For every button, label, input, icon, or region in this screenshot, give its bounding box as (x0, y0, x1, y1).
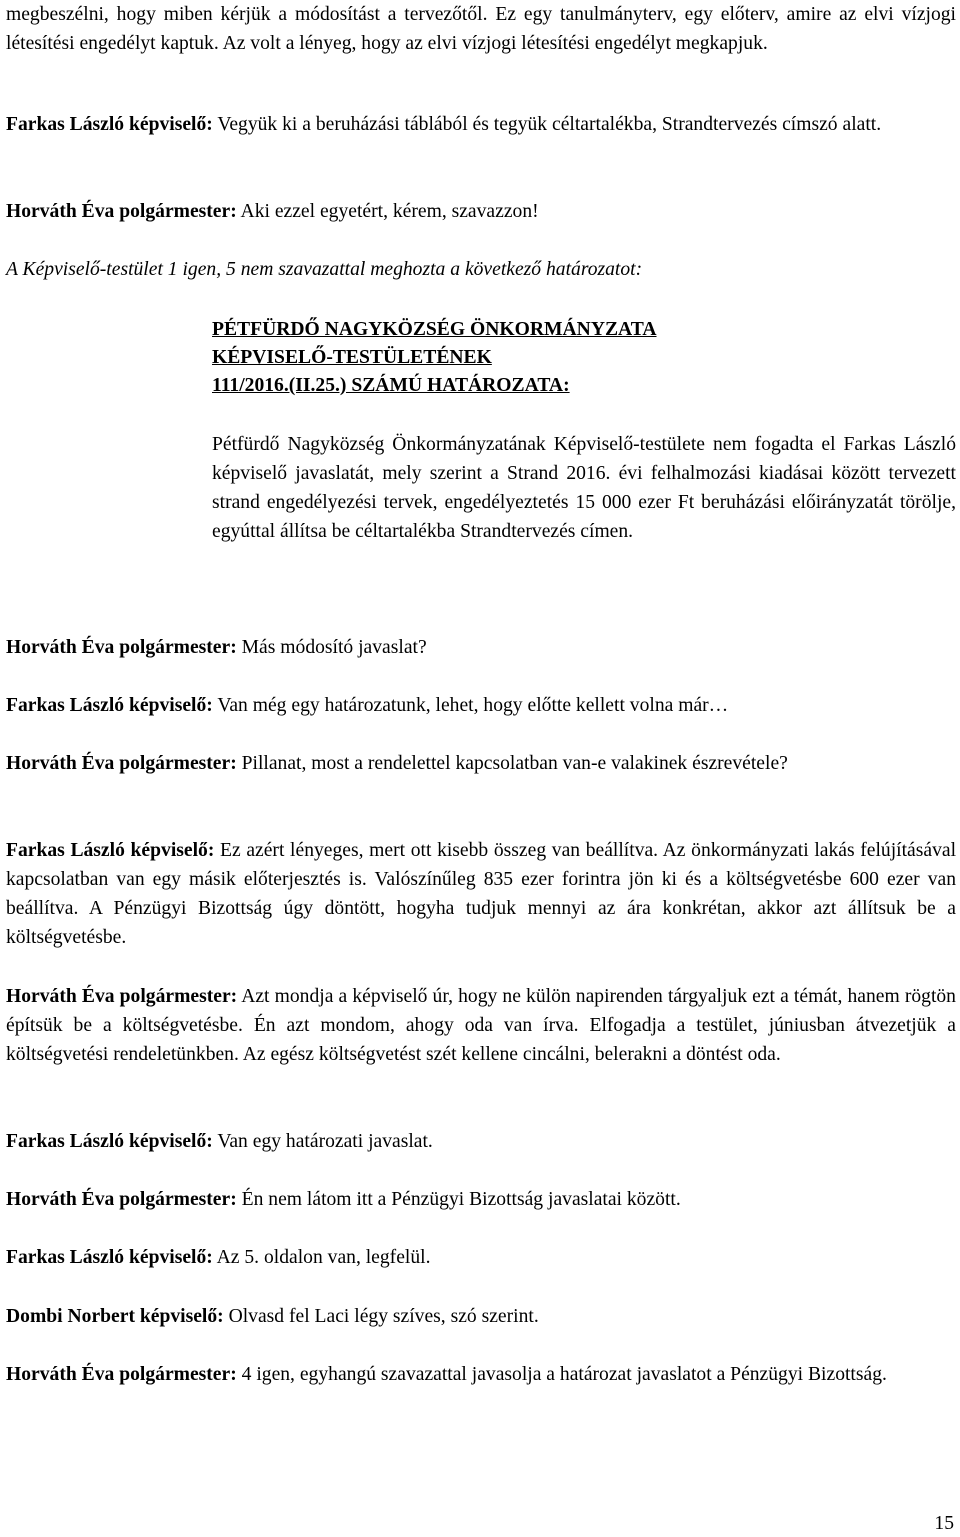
resolution-title-line2: KÉPVISELŐ-TESTÜLETÉNEK (212, 347, 492, 368)
speech-text: Azt mondja a képviselő úr, hogy ne külön napirenden tárgyaljuk ezt a témát, hanem rögtön építsük be a költségvetésbe. Én azt mondom, ahogy oda van írva. Elfogadja a testület, júniusban átvezetjük a költségvetési rendeletünkben. Az egész költségvetést szét kellene cincálni, belerakni a döntést oda. (6, 986, 956, 1065)
speech-text: Az 5. oldalon van, legfelül. (212, 1247, 431, 1268)
speech-text: Én nem látom itt a Pénzügyi Bizottság javaslatai között. (236, 1189, 681, 1210)
speech-horvath-5 (6, 1185, 956, 1214)
speech-farkas-3 (6, 836, 956, 952)
speech-horvath-3 (6, 749, 956, 778)
speech-horvath-6 (6, 1360, 956, 1389)
resolution-title-line1: PÉTFÜRDŐ NAGYKÖZSÉG ÖNKORMÁNYZATA (212, 319, 657, 340)
vote-result-text: A Képviselő-testület 1 igen, 5 nem szavazattal meghozta a következő határozatot: (6, 259, 643, 280)
speech-text: Pillanat, most a rendelettel kapcsolatban van-e valakinek észrevétele? (236, 753, 788, 774)
speaker-name: Farkas László képviselő: (6, 840, 215, 861)
speaker-name: Farkas László képviselő: (6, 1131, 213, 1152)
speaker-name: Dombi Norbert képviselő: (6, 1306, 224, 1327)
resolution-body (212, 430, 956, 546)
speaker-name: Farkas László képviselő: (6, 695, 213, 716)
speech-text: Vegyük ki a beruházási táblából és tegyük céltartalékba, Strandtervezés címszó alatt. (212, 114, 882, 135)
speaker-name: Horváth Éva polgármester: (6, 637, 237, 658)
speech-dombi-1 (6, 1302, 956, 1331)
resolution-title-line3: 111/2016.(II.25.) SZÁMÚ HATÁROZATA: (212, 375, 570, 396)
speech-horvath-4 (6, 982, 956, 1069)
resolution-title (212, 316, 812, 400)
intro-text: megbeszélni, hogy miben kérjük a módosítást a tervezőtől. Ez egy tanulmányterv, egy előterv, amire az elvi vízjogi létesítési engedélyt kaptuk. Az volt a lényeg, hogy az elvi vízjogi létesítési engedélyt megkapjuk. (6, 4, 956, 54)
speech-farkas-4 (6, 1127, 956, 1156)
speech-text: Ez azért lényeges, mert ott kisebb összeg van beállítva. Az önkormányzati lakás felújításával kapcsolatban van egy másik előterjesztés is. Valószínűleg 835 ezer forintra jön ki és a költségvetésbe 600 ezer van beállítva. A Pénzügyi Bizottság úgy döntött, hogyha tudjuk mennyi az ára konkrétan, akkor azt állítsuk be a költségvetésbe. (6, 840, 957, 948)
speaker-name: Horváth Éva polgármester: (6, 1364, 237, 1385)
speech-text: 4 igen, egyhangú szavazattal javasolja a határozat javaslatot a Pénzügyi Bizottság. (236, 1364, 887, 1385)
intro-paragraph (6, 0, 956, 58)
speech-text: Aki ezzel egyetért, kérem, szavazzon! (236, 201, 539, 222)
speaker-name: Farkas László képviselő: (6, 1247, 213, 1268)
resolution-body-text: Pétfürdő Nagyközség Önkormányzatának Képviselő-testülete nem fogadta el Farkas László képviselő javaslatát, mely szerint a Strand 2016. évi felhalmozási kiadásai között tervezett strand engedélyezési tervek, engedélyeztetés 15 000 ezer Ft beruházási előirányzatát törölje, egyúttal állítsa be céltartalékba Strandtervezés címen. (212, 434, 956, 542)
speech-farkas-5 (6, 1243, 956, 1272)
speech-text: Van egy határozati javaslat. (212, 1131, 433, 1152)
speaker-name: Horváth Éva polgármester: (6, 986, 238, 1007)
speaker-name: Farkas László képviselő: (6, 114, 213, 135)
speech-text: Más módosító javaslat? (236, 637, 427, 658)
speech-horvath-2 (6, 633, 956, 662)
speaker-name: Horváth Éva polgármester: (6, 201, 237, 222)
speech-horvath-1 (6, 197, 956, 226)
page-number: 15 (934, 1513, 954, 1534)
speech-farkas-2 (6, 691, 956, 720)
speech-farkas-1 (6, 110, 956, 139)
vote-result (6, 255, 956, 284)
speech-text: Van még egy határozatunk, lehet, hogy előtte kellett volna már… (212, 695, 729, 716)
speaker-name: Horváth Éva polgármester: (6, 1189, 237, 1210)
speech-text: Olvasd fel Laci légy szíves, szó szerint. (223, 1306, 539, 1327)
speaker-name: Horváth Éva polgármester: (6, 753, 237, 774)
